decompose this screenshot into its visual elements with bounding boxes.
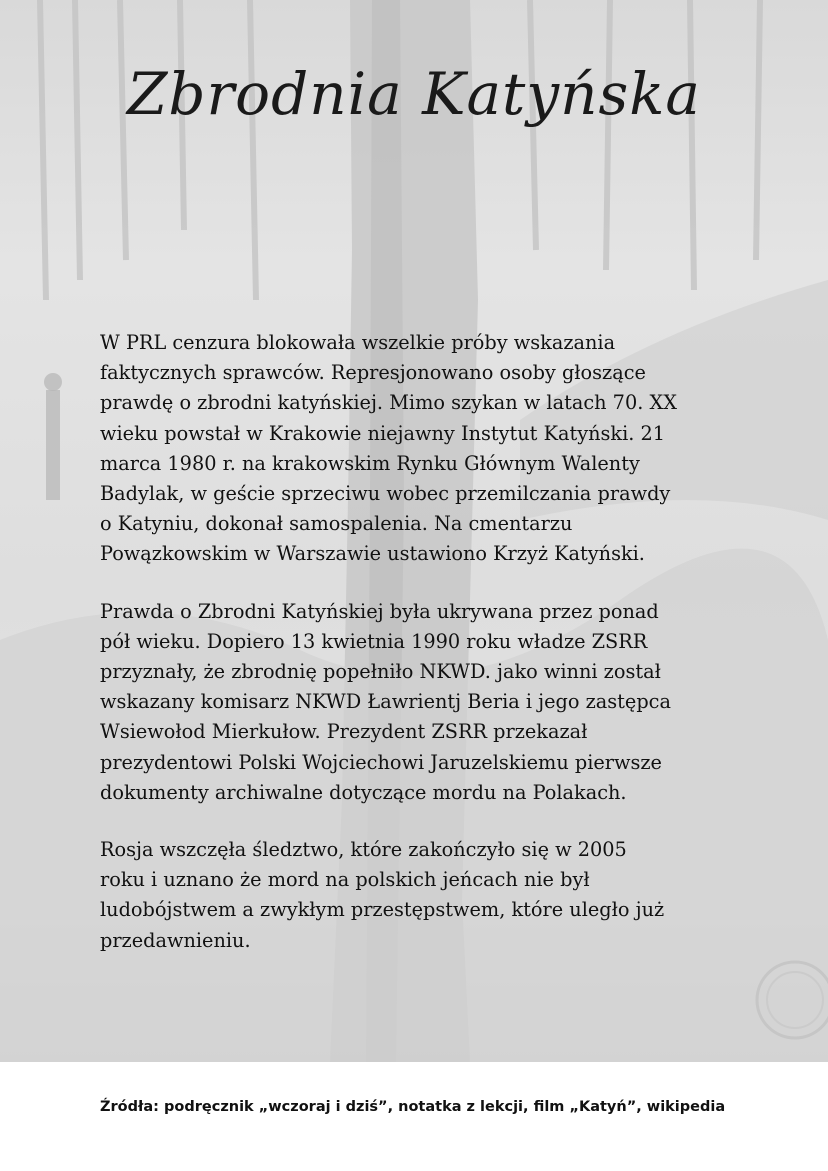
- article-body: [100, 328, 750, 983]
- page-title: Zbrodnia Katyńska: [127, 60, 701, 128]
- paragraph-2: Prawda o Zbrodni Katyńskiej była ukrywana przez ponad pół wieku. Dopiero 13 kwietnia 1990 roku władze ZSRR przyznały, że zbrodnię popełniło NKWD. jako winni został wskazany komisarz NKWD Ławrientj Beria i jego zastępca Wsiewołod Mierkułow. Prezydent ZSRR przekazał prezydentowi Polski Wojciechowi Jaruzelskiemu pierwsze dokumenty archiwalne dotyczące mordu na Polakach.: [100, 599, 671, 804]
- paragraph-3: Rosja wszczęła śledztwo, które zakończyło się w 2005 roku i uznano że mord na polskich jeńcach nie był ludobójstwem a zwykłym przestępstwem, które uległo już przedawnieniu.: [100, 838, 665, 952]
- sources-line: Źródła: podręcznik „wczoraj i dziś”, notatka z lekcji, film „Katyń”, wikipedia: [100, 1099, 726, 1115]
- footer: [0, 1062, 828, 1171]
- paragraph-1: W PRL cenzura blokowała wszelkie próby wskazania faktycznych sprawców. Represjonowano osoby głoszące prawdę o zbrodni katyńskiej. Mimo szykan w latach 70. XX wieku powstał w Krakowie niejawny Instytut Katyński. 21 marca 1980 r. na krakowskim Rynku Głównym Walenty Badylak, w geście sprzeciwu wobec przemilczania prawdy o Katyniu, dokonał samospalenia. Na cmentarzu Powązkowskim w Warszawie ustawiono Krzyż Katyński.: [100, 331, 677, 566]
